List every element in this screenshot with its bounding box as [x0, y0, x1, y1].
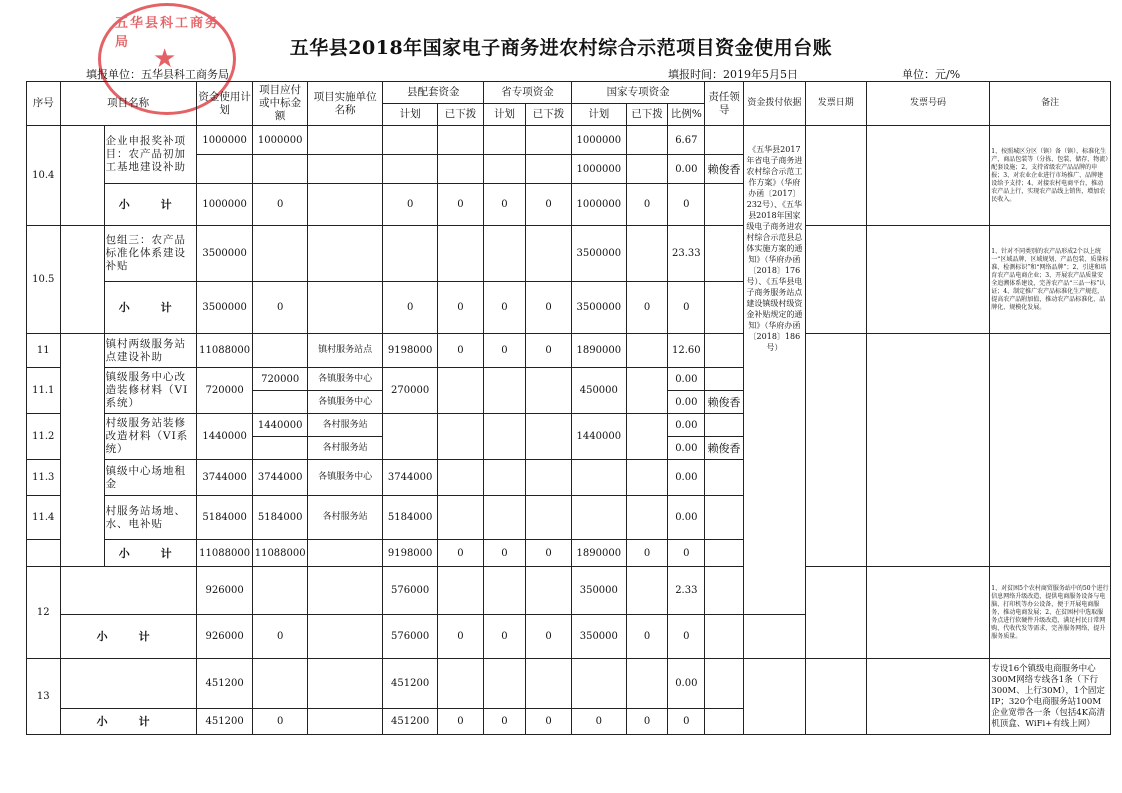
table-row: 10.5 包组三：农产品标准化体系建设补贴 3500000 3500000 23.33 1、针对不同类别的农产品形成2个以上统一“区域品牌、区域规划、产品包装、质量标准、检测标识”和“网络品牌”；2、引进和培育农产品电商企业；3、开展农产品质量安全追溯体系建设，完善农产品“三品一标”认证；4、制定推广农产品标准化生产规范，提高农产品附加值，推动农产品标准化、品牌化、规模化发展。 — [27, 226, 1111, 282]
col-note: 备注 — [990, 82, 1111, 126]
row-item-name: 镇村两级服务站点建设补助 — [104, 334, 196, 368]
col-invdate: 发票日期 — [805, 82, 866, 126]
table-row: 12 926000 576000 350000 2.33 1、对贫困5个农村商贸服务站中的50个进行信息网络升级改造，提供电商服务设备与电脑、打印机等办公设备，便于开展电商服务，推动电商发展；2、在贫困村中选取服务点进行软硬件升级改造，满足村民日常网购、代收代发等需求，完善服务网络，提升服务质量。 — [27, 567, 1111, 615]
page-title: 五华县2018年国家电子商务进农村综合示范项目资金使用台账 — [289, 37, 833, 59]
col-plan: 资金使用计划 — [196, 82, 253, 126]
table-row: 13 451200 451200 0.00 专设16个镇级电商服务中心300M网络专线各1条（下行300M、上行30M），1个固定IP；320个电商服务站100M企业宽带各一条（包括4K高清机顶盒、WiFi+有线上网） — [27, 659, 1111, 709]
col-county-plan: 计划 — [383, 104, 438, 126]
col-invno: 发票号码 — [866, 82, 990, 126]
table-row: 11.2 村级服务站装修改造材料（VI系统） 1440000 1440000 各村服务站 1440000 0.00 — [27, 414, 1111, 437]
col-seq: 序号 — [27, 82, 61, 126]
fund-basis: 《五华县2017年省电子商务进农村综合示范工作方案》（华府办函〔2017〕232号）、《五华县2018年国家级电子商务进农村综合示范县总体实施方案的通知》（华府办函〔2018〕176号）、《五华县电子商务服务站点建设镇级村级资金补贴规定的通知》（华府办函〔2018〕186号） — [743, 126, 805, 615]
col-tender: 项目应付或中标金额 — [253, 82, 308, 126]
note-13: 专设16个镇级电商服务中心300M网络专线各1条（下行300M、上行30M），1个固定IP；320个电商服务站100M企业宽带各一条（包括4K高清机顶盒、WiFi+有线上网） — [990, 659, 1111, 735]
subtotal-row: 小 计 3500000 0 0 0 0 0 3500000 0 0 — [27, 282, 1111, 334]
responsible-leader: 赖俊香 — [705, 437, 744, 460]
seal-text: 五华县科工商务局 — [115, 16, 221, 50]
seal-star-icon: ★ — [153, 44, 177, 74]
table-row: 各镇服务中心 0.00 赖俊香 — [27, 391, 1111, 414]
col-county: 县配套资金 — [383, 82, 484, 104]
table-row: 11 镇村两级服务站点建设补助 11088000 镇村服务站点 9198000 0 0 0 1890000 12.60 — [27, 334, 1111, 368]
note-10-5: 1、针对不同类别的农产品形成2个以上统一“区域品牌、区域规划、产品包装、质量标准、检测标识”和“网络品牌”；2、引进和培育农产品电商企业；3、开展农产品质量安全追溯体系建设，完善农产品“三品一标”认证；4、制定推广农产品标准化生产规范，提高农产品附加值，推动农产品标准化、品牌化、规模化发展。 — [990, 226, 1111, 334]
col-resp: 责任领导 — [705, 82, 744, 126]
table-row: 各村服务站 0.00 赖俊香 — [27, 437, 1111, 460]
header-row — [27, 82, 1111, 104]
col-nat-plan: 计划 — [572, 104, 627, 126]
subtotal-row: 小 计 1000000 0 0 0 0 0 1000000 0 0 — [27, 184, 1111, 226]
table-row: 11.1 镇级服务中心改造装修材料（VI系统） 720000 720000 各镇服务中心 270000 450000 0.00 — [27, 368, 1111, 391]
col-national: 国家专项资金 — [572, 82, 705, 104]
subtotal-row: 小 计 926000 0 576000 0 0 0 350000 0 0 — [27, 615, 1111, 659]
row-item-name: 村级服务站装修改造材料（VI系统） — [104, 414, 196, 460]
table-row: 1000000 0.00 赖俊香 — [27, 155, 1111, 184]
col-prov-paid: 已下拨 — [525, 104, 571, 126]
report-date: 填报时间：2019年5月5日 — [668, 68, 798, 81]
row-item-name: 企业申报奖补项目：农产品初加工基地建设补助 — [104, 126, 196, 184]
col-item: 项目名称 — [60, 82, 196, 126]
table-row: 11.3 镇级中心场地租金 3744000 3744000 各镇服务中心 3744000 0.00 — [27, 460, 1111, 496]
row-item-name: 村服务站场地、水、电补贴 — [104, 496, 196, 540]
row-item-name: 镇级服务中心改造装修材料（VI系统） — [104, 368, 196, 414]
row-item-name: 包组三：农产品标准化体系建设补贴 — [104, 226, 196, 282]
responsible-leader: 赖俊香 — [705, 391, 744, 414]
col-county-paid: 已下拨 — [437, 104, 483, 126]
fund-ledger-table — [26, 81, 1111, 735]
currency-unit: 单位：元/% — [902, 68, 961, 81]
col-province: 省专项资金 — [484, 82, 572, 104]
table-row: 10.4 企业申报奖补项目：农产品初加工基地建设补助 1000000 1000000 1000000 6.67 《五华县2017年省电子商务进农村综合示范工作方案》（华府办函〔2017〕232号）、《五华县2018年国家级电子商务进农村综合示范县总体实施方案的通知》（华府办函〔2018〕176号）、《五华县电子商务服务站点建设镇级村级资金补贴规定的通知》（华府办函〔2018〕186号） 1、按照城区分区（镇）备（镇），标准化生产，商品包装等（分拣、包装、储存、物流）配套设施；2、支持省级农产品品牌的申报；3、对农业企业进行市场推广、品牌建设给予支持；4、对接农村电商平台，推动农产品上行，实现农产品线上销售，增加农民收入。 — [27, 126, 1111, 155]
row-item-name: 镇级中心场地租金 — [104, 460, 196, 496]
col-nat-paid: 已下拨 — [626, 104, 668, 126]
note-10-4: 1、按照城区分区（镇）备（镇），标准化生产，商品包装等（分拣、包装、储存、物流）配套设施；2、支持省级农产品品牌的申报；3、对农业企业进行市场推广、品牌建设给予支持；4、对接农村电商平台，推动农产品上行，实现农产品线上销售，增加农民收入。 — [990, 126, 1111, 226]
note-12: 1、对贫困5个农村商贸服务站中的50个进行信息网络升级改造，提供电商服务设备与电脑、打印机等办公设备，便于开展电商服务，推动电商发展；2、在贫困村中选取服务点进行软硬件升级改造，满足村民日常网购、代收代发等需求，完善服务网络，提升服务质量。 — [990, 567, 1111, 659]
report-unit: 填报单位：五华县科工商务局 — [86, 68, 229, 81]
table-row: 11.4 村服务站场地、水、电补贴 5184000 5184000 各村服务站 5184000 0.00 — [27, 496, 1111, 540]
responsible-leader: 赖俊香 — [705, 155, 744, 184]
subtotal-row: 小 计 11088000 11088000 9198000 0 0 0 1890000 0 0 — [27, 540, 1111, 567]
col-prov-plan: 计划 — [484, 104, 526, 126]
col-basis: 资金拨付依据 — [743, 82, 805, 126]
row-seq: 10.4 — [27, 126, 61, 226]
subtotal-row: 小 计 451200 0 451200 0 0 0 0 0 0 — [27, 709, 1111, 735]
col-nat-ratio: 比例% — [668, 104, 705, 126]
col-impl: 项目实施单位名称 — [307, 82, 382, 126]
